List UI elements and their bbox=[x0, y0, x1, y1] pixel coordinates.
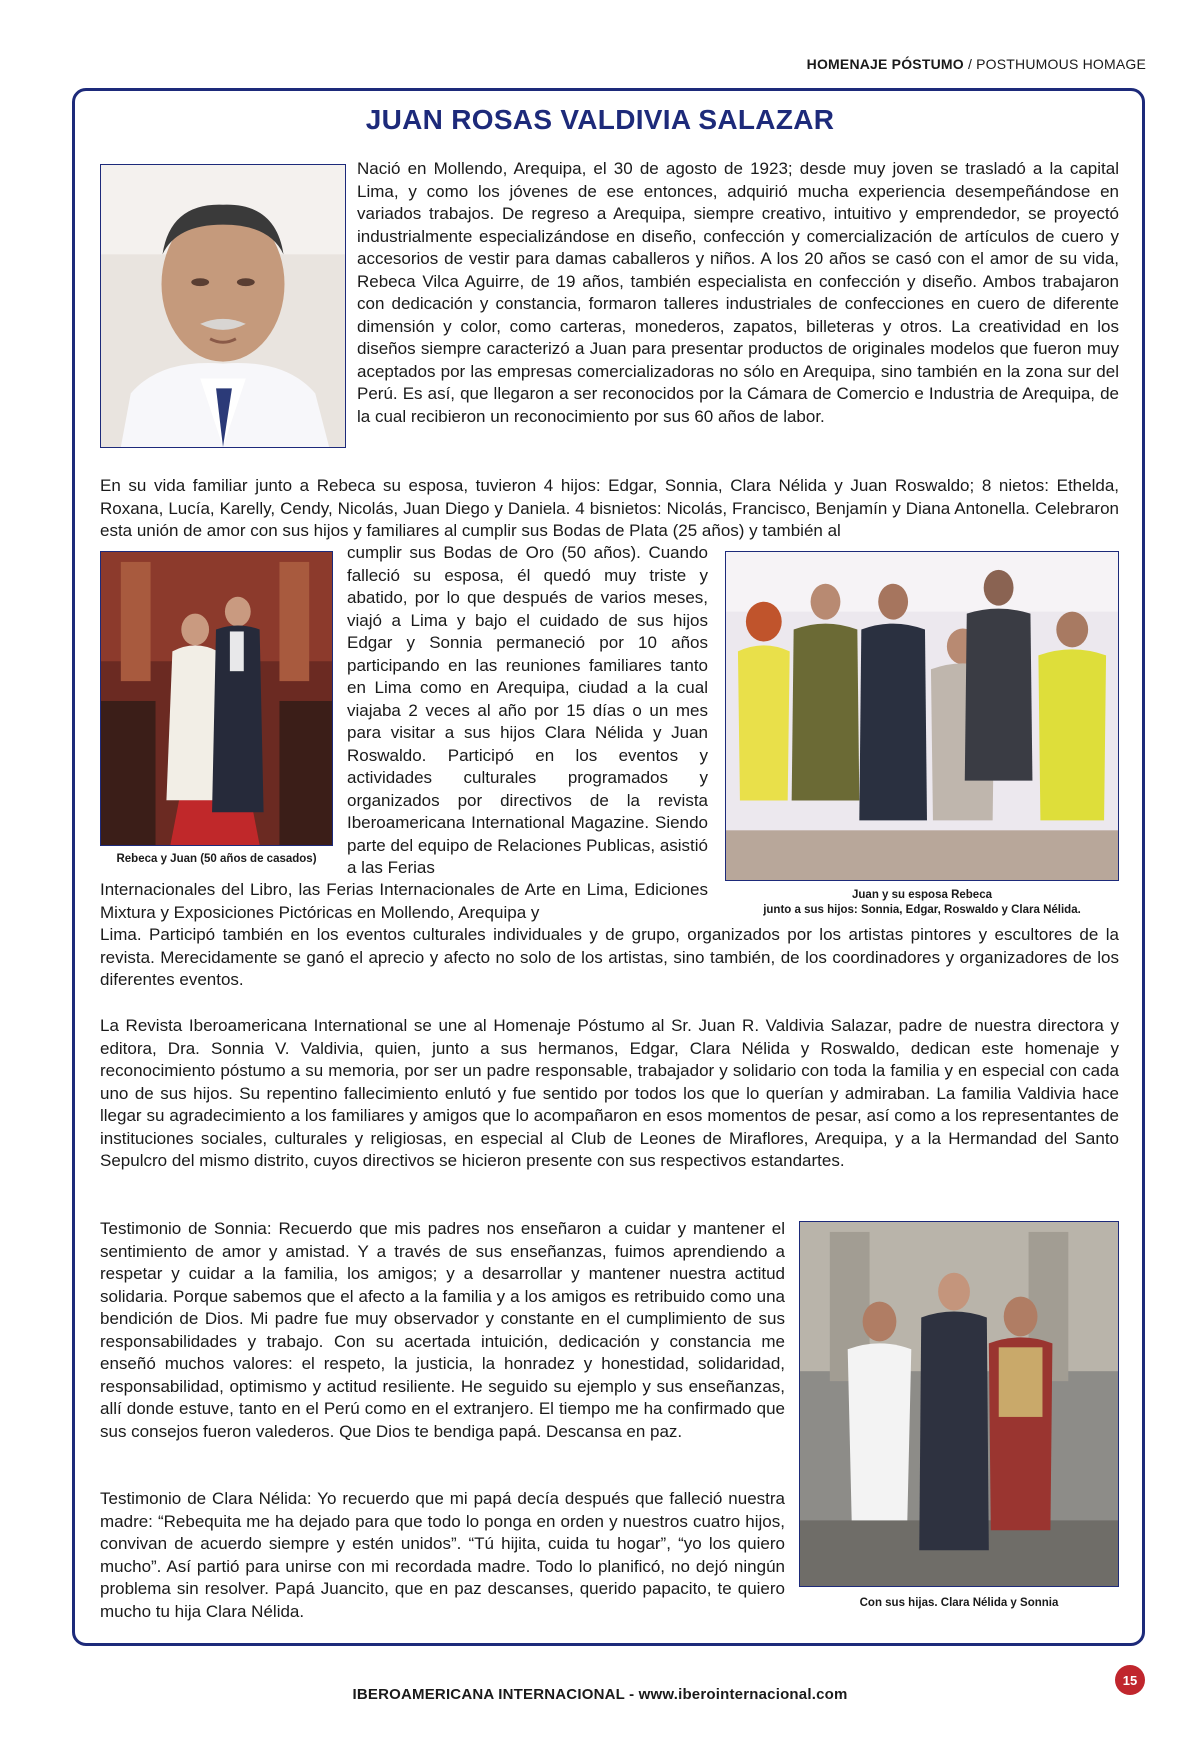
daughters-photo-caption: Con sus hijas. Clara Nélida y Sonnia bbox=[859, 1597, 1059, 1609]
testimony-clara: Testimonio de Clara Nélida: Yo recuerdo que mi papá decía después que falleció nuestra madre: “Rebequita me ha dejado para que todo lo ponga en orden y nuestros cuatro hijos, convivan de acuerdo siempre y estén unidos”. “Tú hijita, cuida tu hogar”, “yo los quiero mucho”. Así partió para unirse con mi recordada madre. Todo lo planificó, no dejó ningún problema sin resolver. Papá Juancito, que en paz descanses, querido papacito, te quiero mucho tu hija Clara Nélida. bbox=[100, 1489, 785, 1621]
section-header bbox=[807, 56, 1146, 72]
continuation-paragraph-b: Lima. Participó también en los eventos culturales individuales y de grupo, organizados por los artistas pintores y escultores de la revista. Merecidamente se ganó el aprecio y afecto no solo de los artistas, sino también, de los coordinadores y organizadores de los diferentes eventos. bbox=[100, 925, 1119, 989]
article-title: JUAN ROSAS VALDIVIA SALAZAR bbox=[365, 104, 835, 135]
family-photo-caption-line1: Juan y su esposa Rebeca bbox=[852, 889, 992, 901]
section-title-en: POSTHUMOUS HOMAGE bbox=[976, 56, 1146, 72]
family-paragraph: En su vida familiar junto a Rebeca su esposa, tuvieron 4 hijos: Edgar, Sonnia, Clara Nélida y Juan Roswaldo; 8 nietos: Ethelda, Roxana, Lucía, Karelly, Cendy, Nicolás, Juan Diego y Daniela. 4 bisnietos: Nicolás, Francisco, Benjamín y Diana Antonella. Celebraron esta unión de amor con sus hijos y familiares al cumplir sus Bodas de Plata (25 años) y también al bbox=[100, 476, 1119, 540]
portrait-photo bbox=[100, 164, 346, 448]
continuation-paragraph-a: Internacionales del Libro, las Ferias Internacionales de Arte en Lima, Ediciones Mixtura y Exposiciones Pictóricas en Mollendo, Arequipa y bbox=[100, 880, 708, 922]
wedding-photo bbox=[100, 551, 333, 846]
family-group-photo bbox=[725, 551, 1119, 881]
family-photo-caption-line2: junto a sus hijos: Sonnia, Edgar, Roswaldo y Clara Nélida. bbox=[763, 904, 1081, 916]
footer-publication: IBEROAMERICANA INTERNACIONAL - www.iberointernacional.com bbox=[352, 1686, 848, 1703]
family-photo-caption bbox=[725, 888, 1119, 918]
middle-column-paragraph: cumplir sus Bodas de Oro (50 años). Cuando falleció su esposa, él quedó muy triste y abatido, por lo que después de varios meses, viajó a Lima y bajo el cuidado de sus hijos Edgar y Sonnia permaneció por 10 años participando en las reuniones familiares tanto en Lima como en Arequipa, ciudad a la cual viajaba 2 veces al año por 15 días o un mes para visitar a sus hijos Clara Nélida y Juan Roswaldo. Participó en los eventos y actividades culturales programados y organizados por directivos de la revista Iberoamericana International Magazine. Siendo parte del equipo de Relaciones Publicas, asistió a las Ferias bbox=[347, 543, 709, 877]
section-title-es: HOMENAJE PÓSTUMO bbox=[806, 56, 964, 72]
wedding-photo-caption: Rebeca y Juan (50 años de casados) bbox=[116, 853, 317, 865]
intro-paragraph: Nació en Mollendo, Arequipa, el 30 de agosto de 1923; desde muy joven se trasladó a la capital Lima, y como los jóvenes de ese entonces, adquirió mucha experiencia desempeñándose en variados trabajos. De regreso a Arequipa, siempre creativo, intuitivo y emprendedor, se proyectó industrialmente especializándose en diseño, confección y comercialización de artículos de cuero y accesorios de vestir para damas caballeros y niños. A los 20 años se casó con el amor de su vida, Rebeca Vilca Aguirre, de 19 años, también especialista en confección y diseño. Ambos trabajaron con dedicación y constancia, formaron talleres industriales de confecciones en cuero de diferente dimensión y color, como carteras, monederos, zapatos, billeteras y otros. La creatividad en los diseños siempre caracterizó a Juan para presentar productos de originales modelos que fueron muy aceptados por las empresas comercializadoras no sólo en Arequipa, sino también en la zona sur del Perú. Es así, que llegaron a ser reconocidos por la Cámara de Comercio e Industria de Arequipa, de la cual recibieron un reconocimiento por sus 60 años de labor. bbox=[357, 159, 1119, 426]
section-separator: / bbox=[963, 56, 977, 72]
daughters-photo bbox=[799, 1221, 1119, 1587]
page-number-badge: 15 bbox=[1115, 1665, 1145, 1695]
testimony-sonnia: Testimonio de Sonnia: Recuerdo que mis padres nos enseñaron a cuidar y mantener el sentimiento de amor y amistad. Y a través de sus enseñanzas, fuimos aprendiendo a respetar y cuidar a la familia, los amigos; y a desarrollar y mantener nuestra actitud solidaria. Porque sabemos que el afecto a la familia y a los amigos es retribuido como una bendición de Dios. Mi padre fue muy observador y constante en el cumplimiento de sus responsabilidades y trabajo. Con su acertada intuición, dedicación y constancia me enseñó muchos valores: el respeto, la justicia, la honradez y honestidad, solidaridad, responsabilidad, optimismo y actitud resiliente. He seguido su ejemplo y sus enseñanzas, allí donde estuve, tanto en el Perú como en el extranjero. El tiempo me ha confirmado que sus consejos fueron valederos. Que Dios te bendiga papá. Descansa en paz. bbox=[100, 1219, 785, 1441]
homage-paragraph: La Revista Iberoamericana International se une al Homenaje Póstumo al Sr. Juan R. Valdivia Salazar, padre de nuestra directora y editora, Dra. Sonnia V. Valdivia, quien, junto a sus hermanos, Edgar, Clara Nélida y Roswaldo, dedican este homenaje y reconocimiento póstumo a su memoria, por ser un padre responsable, trabajador y solidario con toda la familia y en especial con cada uno de sus hijos. Su repentino fallecimiento enlutó y fue sentido por todos los que lo querían y admiraban. La familia Valdivia hace llegar su agradecimiento a los familiares y amigos que lo acompañaron en esos momentos de pesar, así como a los representantes de instituciones sociales, culturales y religiosas, en especial al Club de Leones de Miraflores, Arequipa, y a la Hermandad del Santo Sepulcro del mismo distrito, cuyos directivos se hicieron presente con sus respectivos estandartes. bbox=[100, 1016, 1119, 1170]
